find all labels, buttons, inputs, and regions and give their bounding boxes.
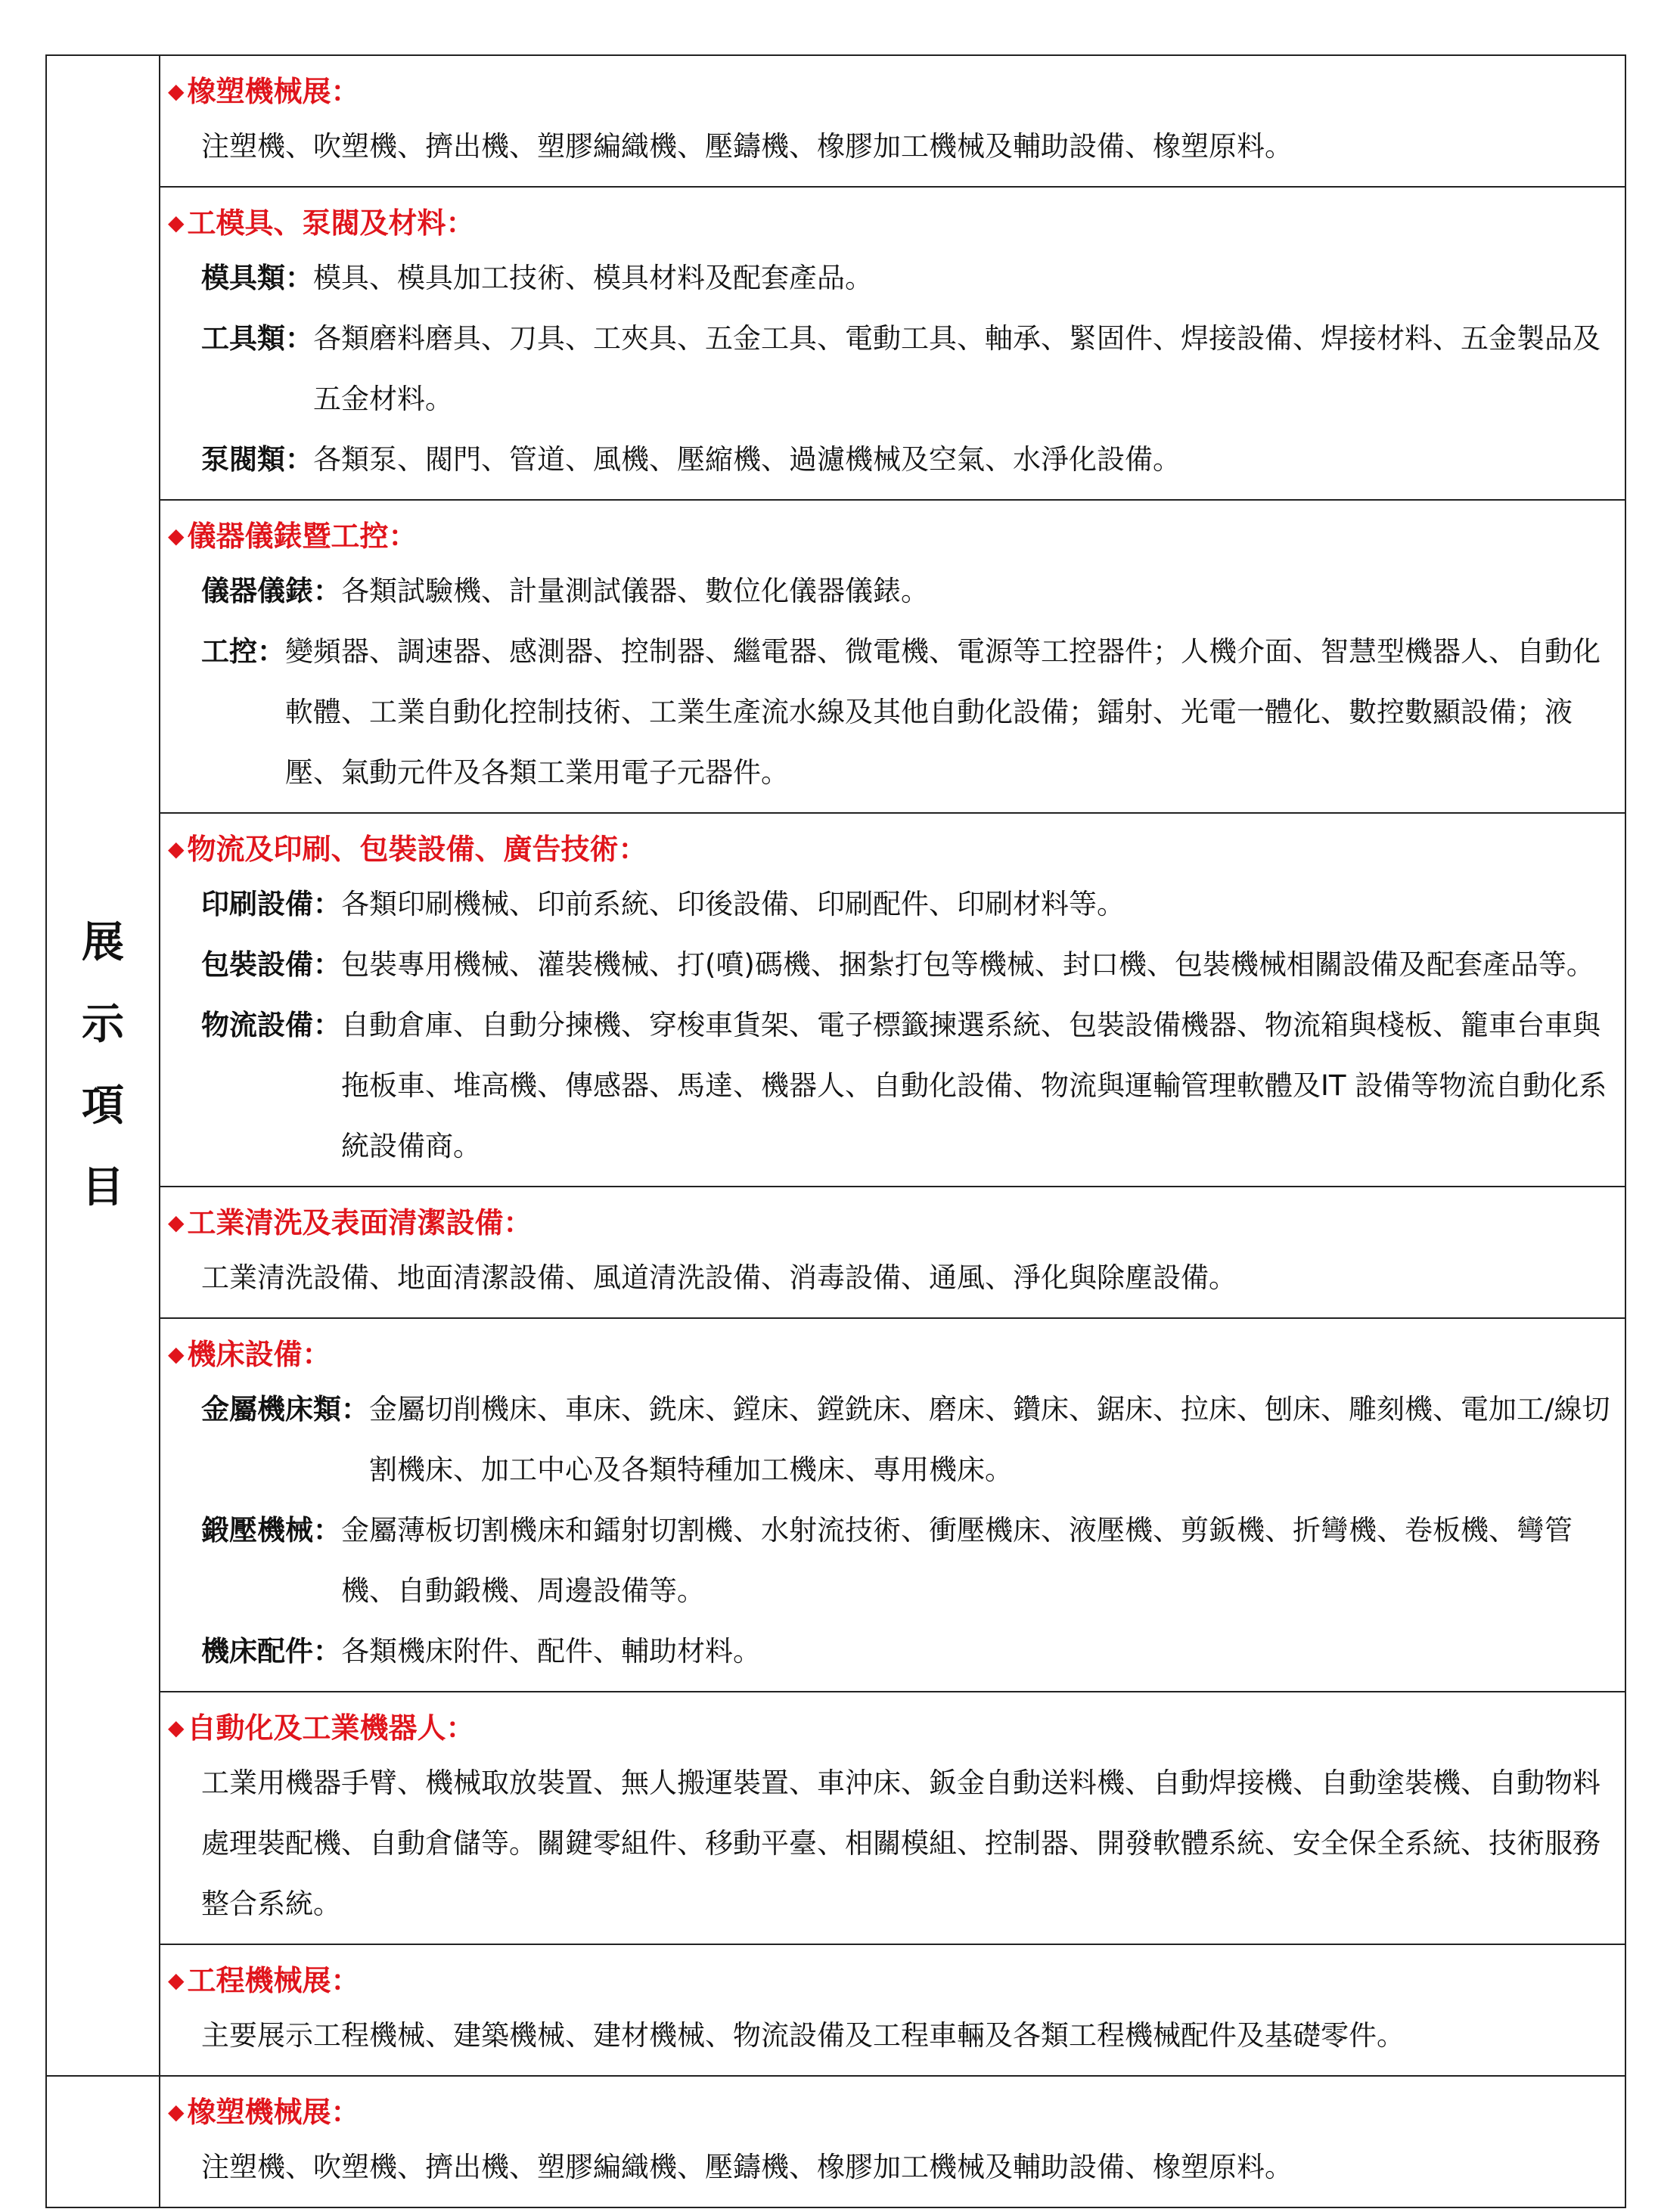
section-logistics-printing	[160, 812, 1625, 1186]
item-term: 工控	[201, 635, 257, 668]
section-tools-pumps	[160, 186, 1625, 499]
section-title-text: 工模具、泵閥及材料：	[187, 206, 475, 240]
item-term: 儀器儀錶	[201, 575, 313, 607]
item-colon: ：	[313, 948, 341, 981]
label-char: 項	[82, 1081, 124, 1131]
item-colon: ：	[313, 1009, 341, 1041]
section-title	[168, 1329, 1619, 1379]
diamond-bullet-icon: ◆	[168, 523, 185, 548]
section-item	[201, 622, 1619, 803]
label-char: 展	[82, 918, 124, 967]
section-title-text: 自動化及工業機器人：	[187, 1711, 475, 1745]
item-description: 各類試驗機、計量測試儀器、數位化儀器儀錶。	[341, 575, 929, 607]
item-term: 模具類	[201, 262, 285, 294]
item-colon: ：	[285, 443, 313, 476]
diamond-bullet-icon: ◆	[168, 210, 185, 235]
item-term: 鍛壓機械	[201, 1514, 313, 1547]
label-char: 目	[82, 1163, 124, 1212]
section-title-text: 機床設備：	[187, 1338, 331, 1371]
item-description: 模具、模具加工技術、模具材料及配套產品。	[313, 262, 873, 294]
item-description: 包裝專用機械、灌裝機械、打(噴)碼機、捆紮打包等機械、封口機、包裝機械相關設備及配套產品等。	[341, 948, 1594, 981]
diamond-bullet-icon: ◆	[168, 79, 185, 104]
section-title	[168, 67, 1619, 116]
table-body	[46, 55, 1625, 2207]
item-term: 包裝設備	[201, 948, 313, 981]
diamond-bullet-icon: ◆	[168, 1342, 185, 1367]
exhibit-items-content-cell	[160, 55, 1625, 2076]
section-item	[201, 1500, 1619, 1621]
label-char: 示	[82, 1000, 124, 1049]
section-title	[168, 511, 1619, 561]
item-colon: ：	[313, 575, 341, 607]
item-description: 金屬薄板切割機床和鐳射切割機、水射流技術、衝壓機床、液壓機、剪鈑機、折彎機、卷板機、彎管機、自動鍛機、周邊設備等。	[341, 1514, 1573, 1607]
section-rubber-plastic	[160, 56, 1625, 186]
section-machine-tools	[160, 1317, 1625, 1691]
item-description: 自動倉庫、自動分揀機、穿梭車貨架、電子標籤揀選系統、包裝設備機器、物流箱與棧板、籠車台車與拖板車、堆高機、傳感器、馬達、機器人、自動化設備、物流與運輸管理軟體及IT 設備等物流自動化系統設備商。	[341, 1009, 1607, 1162]
extra-section-paragraph: 注塑機、吹塑機、擠出機、塑膠編織機、壓鑄機、橡膠加工機械及輔助設備、橡塑原料。	[201, 2151, 1293, 2183]
item-colon: ：	[313, 888, 341, 920]
exhibit-items-table	[45, 54, 1626, 2208]
section-title-text: 工業清洗及表面清潔設備：	[187, 1206, 532, 1239]
item-description: 各類機床附件、配件、輔助材料。	[341, 1635, 761, 1668]
item-term: 印刷設備	[201, 888, 313, 920]
item-colon: ：	[285, 262, 313, 294]
main-row	[46, 55, 1625, 2076]
section-paragraph: 注塑機、吹塑機、擠出機、塑膠編織機、壓鑄機、橡膠加工機械及輔助設備、橡塑原料。	[201, 130, 1293, 163]
section-title	[168, 198, 1619, 248]
section-automation-robots	[160, 1691, 1625, 1944]
item-term: 機床配件	[201, 1635, 313, 1668]
exhibit-items-label-cell	[46, 55, 160, 2076]
section-item	[201, 430, 1619, 490]
item-term: 金屬機床類	[201, 1393, 341, 1426]
extra-row-content-cell	[160, 2076, 1625, 2207]
item-term: 工具類	[201, 322, 285, 355]
item-description: 金屬切削機床、車床、銑床、鏜床、鏜銑床、磨床、鑽床、鋸床、拉床、刨床、雕刻機、電加工/線切割機床、加工中心及各類特種加工機床、專用機床。	[369, 1393, 1610, 1486]
section-title	[168, 1956, 1619, 2006]
diamond-bullet-icon: ◆	[168, 2099, 185, 2124]
item-colon: ：	[313, 1635, 341, 1668]
section-industrial-cleaning	[160, 1186, 1625, 1317]
item-description: 變頻器、調速器、感測器、控制器、繼電器、微電機、電源等工控器件；人機介面、智慧型機器人、自動化軟體、工業自動化控制技術、工業生產流水線及其他自動化設備；鐳射、光電一體化、數控數顯設備；液壓、氣動元件及各類工業用電子元器件。	[285, 635, 1601, 789]
section-title	[168, 1198, 1619, 1248]
item-description: 各類磨料磨具、刀具、工夾具、五金工具、電動工具、軸承、緊固件、焊接設備、焊接材料、五金製品及五金材料。	[313, 322, 1601, 415]
diamond-bullet-icon: ◆	[168, 836, 185, 861]
section-instruments-control	[160, 499, 1625, 812]
section-title-text: 橡塑機械展：	[187, 75, 360, 108]
item-colon: ：	[285, 322, 313, 355]
section-construction-machinery	[160, 1944, 1625, 2075]
section-paragraph: 主要展示工程機械、建築機械、建材機械、物流設備及工程車輛及各類工程機械配件及基礎零件。	[201, 2019, 1405, 2052]
section-paragraph: 工業清洗設備、地面清潔設備、風道清洗設備、消毒設備、通風、淨化與除塵設備。	[201, 1261, 1237, 1294]
section-paragraph: 工業用機器手臂、機械取放裝置、無人搬運裝置、車沖床、鈑金自動送料機、自動焊接機、自動塗裝機、自動物料處理裝配機、自動倉儲等。關鍵零組件、移動平臺、相關模組、控制器、開發軟體系統、安全保全系統、技術服務整合系統。	[201, 1767, 1601, 1920]
section-item	[201, 1379, 1619, 1500]
diamond-bullet-icon: ◆	[168, 1715, 185, 1740]
diamond-bullet-icon: ◆	[168, 1210, 185, 1235]
section-item	[201, 309, 1619, 430]
section-item	[201, 248, 1619, 309]
section-item	[201, 935, 1619, 995]
extra-section-title-text: 橡塑機械展：	[187, 2096, 360, 2129]
item-term: 泵閥類	[201, 443, 285, 476]
section-item	[201, 995, 1619, 1177]
section-title-text: 物流及印刷、包裝設備、廣告技術：	[187, 833, 647, 866]
diamond-bullet-icon: ◆	[168, 1968, 185, 1993]
section-title	[168, 824, 1619, 874]
section-item	[201, 874, 1619, 935]
item-description: 各類泵、閥門、管道、風機、壓縮機、過濾機械及空氣、水淨化設備。	[313, 443, 1181, 476]
extra-section	[160, 2077, 1625, 2207]
extra-row-label-cell	[46, 2076, 160, 2207]
item-colon: ：	[341, 1393, 369, 1426]
section-title-text: 儀器儀錶暨工控：	[187, 520, 418, 553]
item-description: 各類印刷機械、印前系統、印後設備、印刷配件、印刷材料等。	[341, 888, 1125, 920]
section-title	[168, 1703, 1619, 1753]
section-item	[201, 561, 1619, 622]
item-term: 物流設備	[201, 1009, 313, 1041]
item-colon: ：	[257, 635, 285, 668]
section-item	[201, 1621, 1619, 1682]
extra-row	[46, 2076, 1625, 2207]
item-colon: ：	[313, 1514, 341, 1547]
section-title-text: 工程機械展：	[187, 1964, 360, 1997]
extra-section-title	[168, 2087, 1619, 2137]
